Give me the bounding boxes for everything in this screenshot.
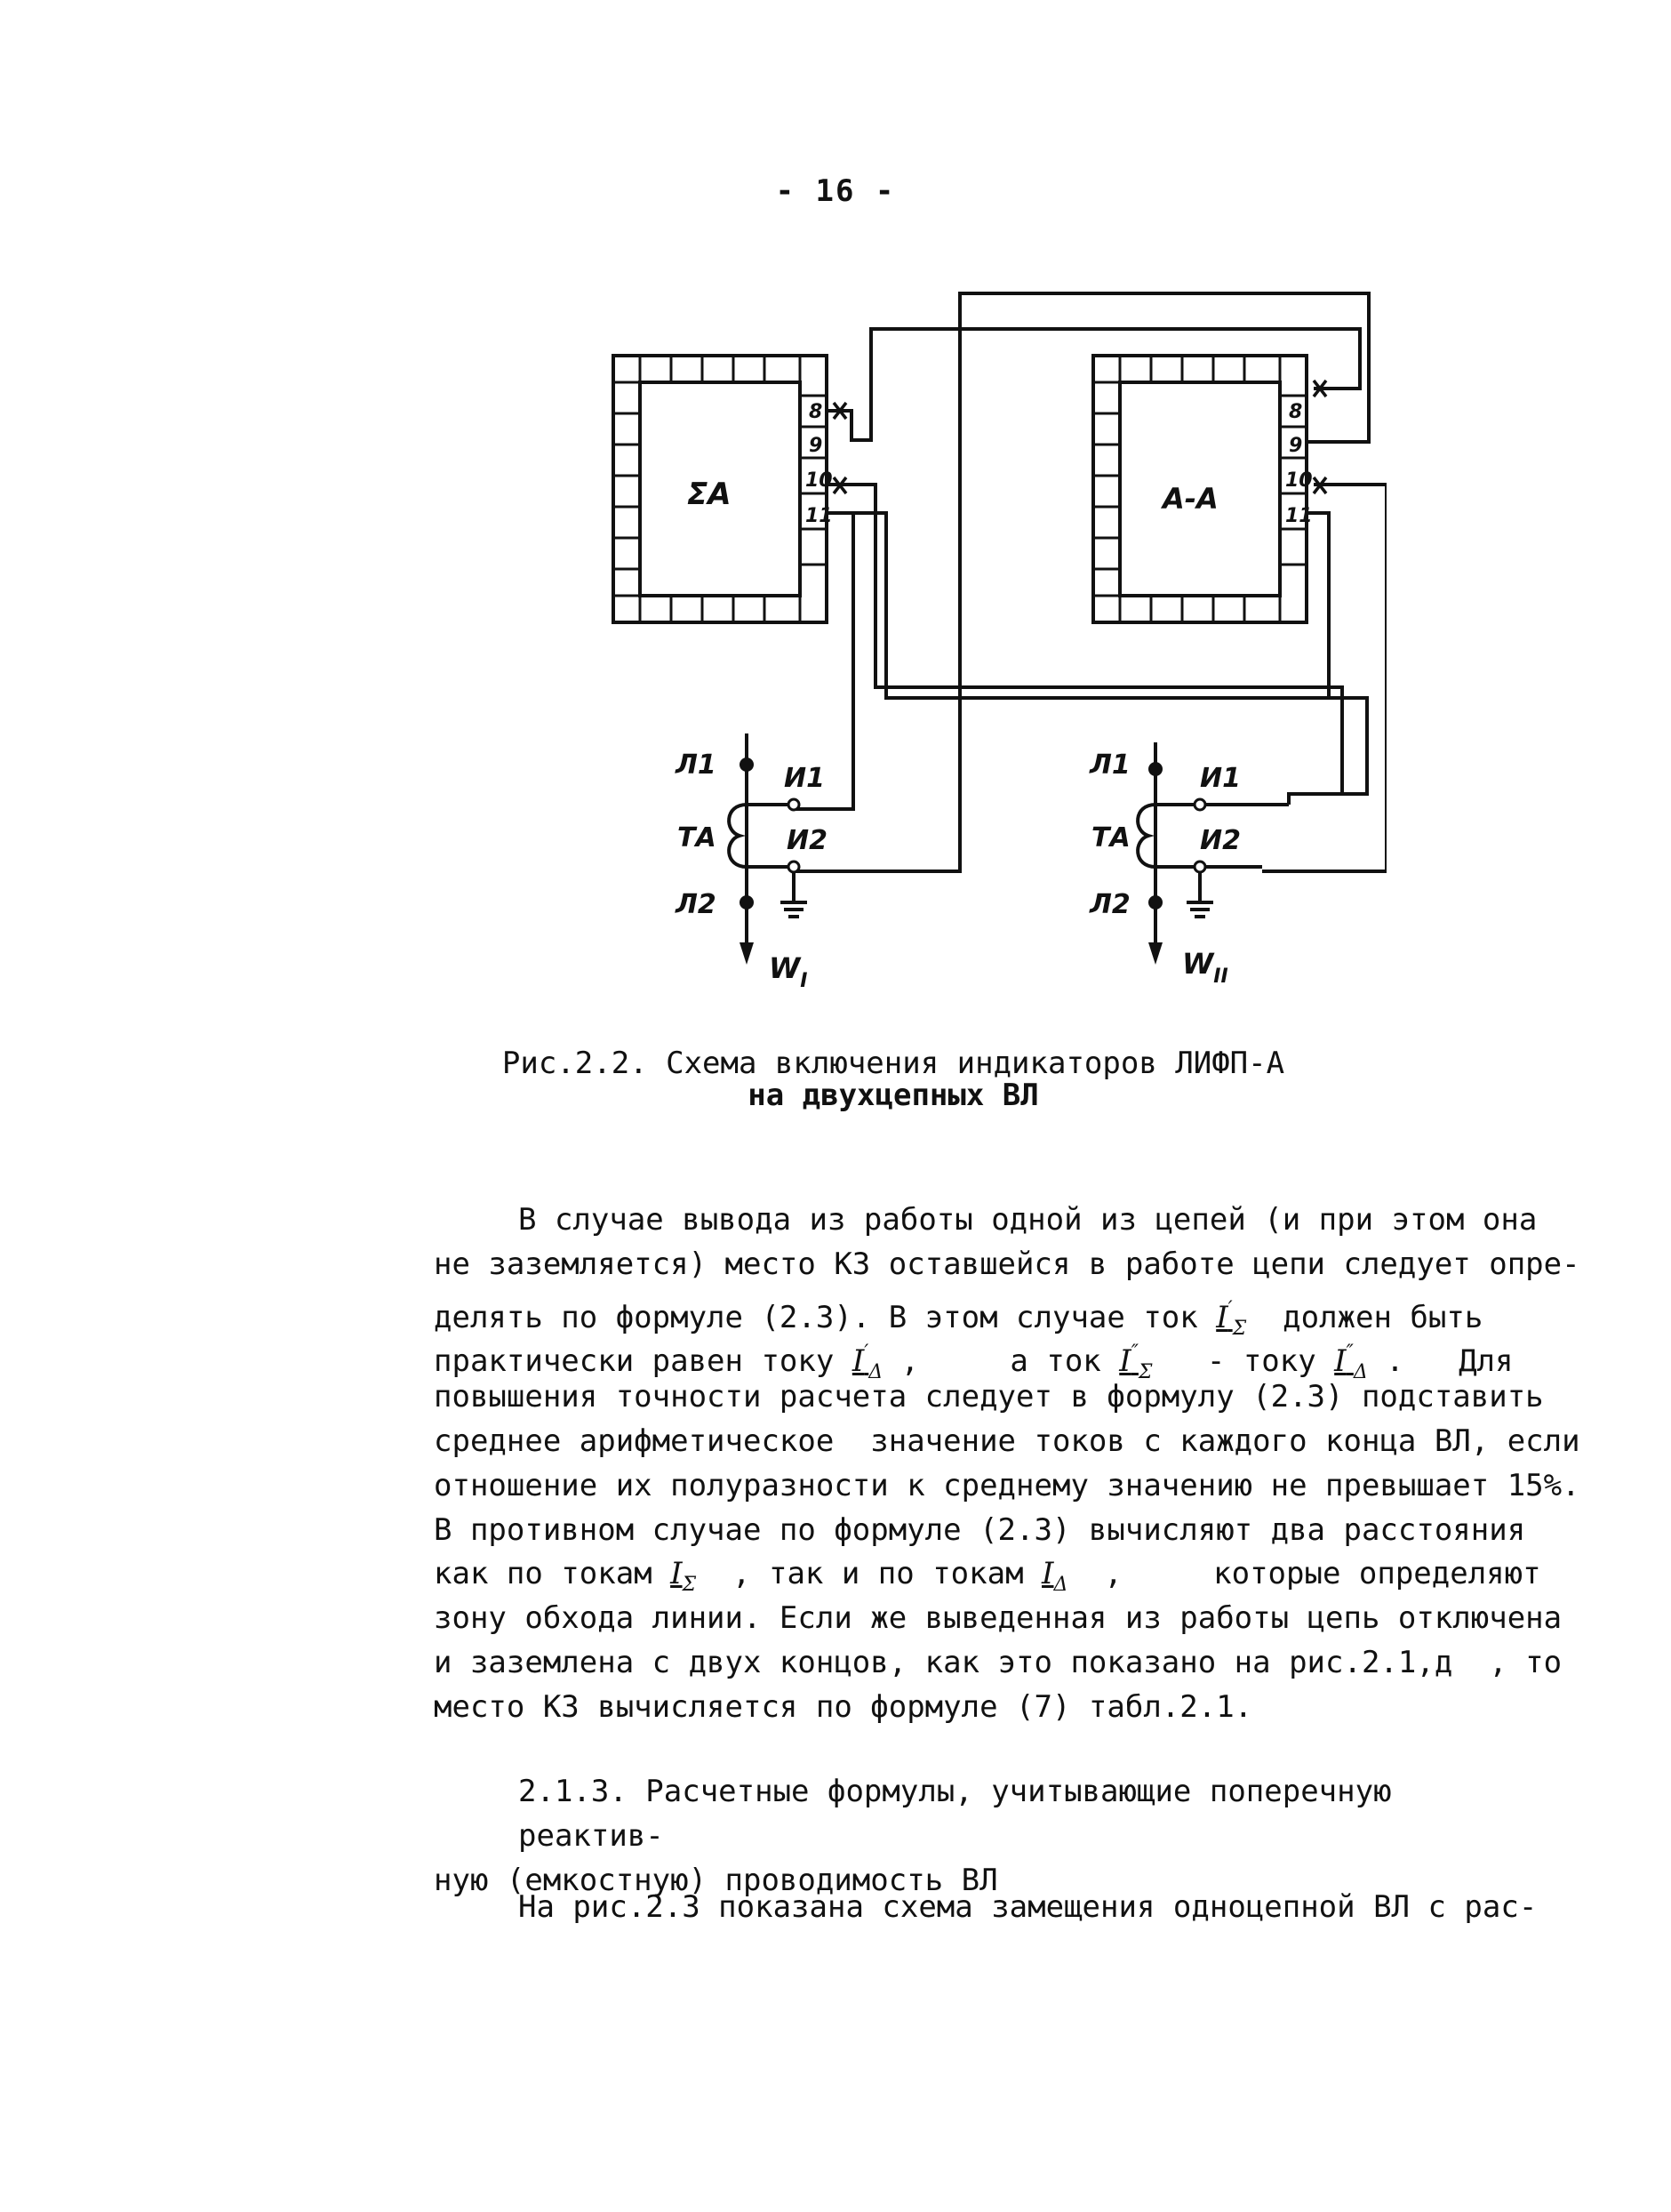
paragraph-line: В случае вывода из работы одной из цепей (и при этом она	[518, 1202, 1538, 1238]
paragraph-line: отношение их полуразности к среднему значению не превышает 15%.	[434, 1467, 1580, 1503]
paragraph-line: В противном случае по формуле (2.3) вычисляют два расстояния	[434, 1511, 1526, 1548]
right-l1-label: Л1	[1090, 749, 1131, 781]
main-paragraph	[434, 1198, 1580, 1730]
left-terminal-11: 11	[805, 505, 833, 527]
right-terminal-11: 11	[1285, 505, 1313, 527]
current-symbol: $I'_\Sigma$	[1216, 1297, 1247, 1340]
right-terminal-9: 9	[1289, 435, 1303, 457]
page-number: - 16 -	[775, 173, 896, 209]
wire-right11	[1307, 513, 1329, 698]
wiring-diagram	[587, 280, 1387, 1009]
left-ta-label: ТА	[677, 822, 716, 854]
section-line-2: ную (емкостную) проводимость ВЛ	[434, 1863, 998, 1898]
caption-line-1: Рис.2.2. Схема включения индикаторов ЛИФП-А	[501, 1046, 1285, 1081]
right-device-label: A-A	[1163, 482, 1219, 516]
wire-right-h1	[1289, 765, 1367, 805]
caption-line-2: на двухцепных ВЛ	[748, 1078, 1039, 1113]
left-device-label: ΣA	[687, 477, 732, 512]
left-line-label: $W_I$	[769, 951, 808, 992]
left-l1-label: Л1	[676, 749, 716, 781]
figure-caption	[0, 1047, 1671, 1111]
right-ta-label: ТА	[1091, 822, 1131, 854]
left-terminal-9: 9	[809, 435, 823, 457]
paragraph-line: делять по формуле (2.3). В этом случае ток $I'_\Sigma$ должен быть	[434, 1297, 1483, 1340]
paragraph-line: место КЗ вычисляется по формуле (7) табл.2.1.	[434, 1688, 1253, 1725]
right-h2-label: И2	[1200, 825, 1241, 856]
current-symbol: $I''_\Delta$	[1334, 1342, 1368, 1384]
paragraph-line: среднее арифметическое значение токов с каждого конца ВЛ, если	[434, 1423, 1580, 1459]
right-terminal-8: 8	[1289, 401, 1303, 423]
left-h2-label: И2	[787, 825, 828, 856]
closing-line	[434, 1885, 1554, 1929]
left-terminal-8: 8	[809, 401, 823, 423]
right-terminal-10: 10	[1285, 469, 1313, 492]
section-line-1: 2.1.3. Расчетные формулы, учитывающие поперечную реактив-	[518, 1774, 1392, 1854]
left-l2-label: Л2	[676, 889, 716, 920]
right-l2-label: Л2	[1090, 889, 1131, 920]
paragraph-line: как по токам $I_\Sigma$ , так и по токам $I_\Delta$ , которые определяют	[434, 1556, 1541, 1597]
left-terminal-10: 10	[805, 469, 833, 492]
paragraph-line: зону обхода линии. Если же выведенная из работы цепь отключена	[434, 1600, 1563, 1637]
closing-text: На рис.2.3 показана схема замещения одноцепной ВЛ с рас-	[518, 1889, 1538, 1925]
current-symbol: $I'_\Delta$	[851, 1342, 883, 1384]
right-line-label: $W_{II}$	[1182, 947, 1228, 988]
paragraph-line: практически равен току $I'_\Delta$ , а ток $I''_\Sigma$ - току $I''_\Delta$ . Для	[434, 1342, 1514, 1384]
current-symbol: $I_\Sigma$	[670, 1556, 697, 1597]
section-heading	[434, 1769, 1554, 1903]
current-symbol: $I_\Delta$	[1042, 1556, 1068, 1597]
paragraph-line: не заземляется) место КЗ оставшейся в работе цепи следует опре-	[434, 1246, 1580, 1282]
paragraph-line: повышения точности расчета следует в формулу (2.3) подставить	[434, 1379, 1544, 1415]
right-h1-label: И1	[1200, 763, 1241, 794]
left-h1-label: И1	[784, 763, 825, 794]
current-symbol: $I''_\Sigma$	[1119, 1342, 1153, 1384]
paragraph-line: и заземлена с двух концов, как это показано на рис.2.1,д , то	[434, 1644, 1563, 1680]
